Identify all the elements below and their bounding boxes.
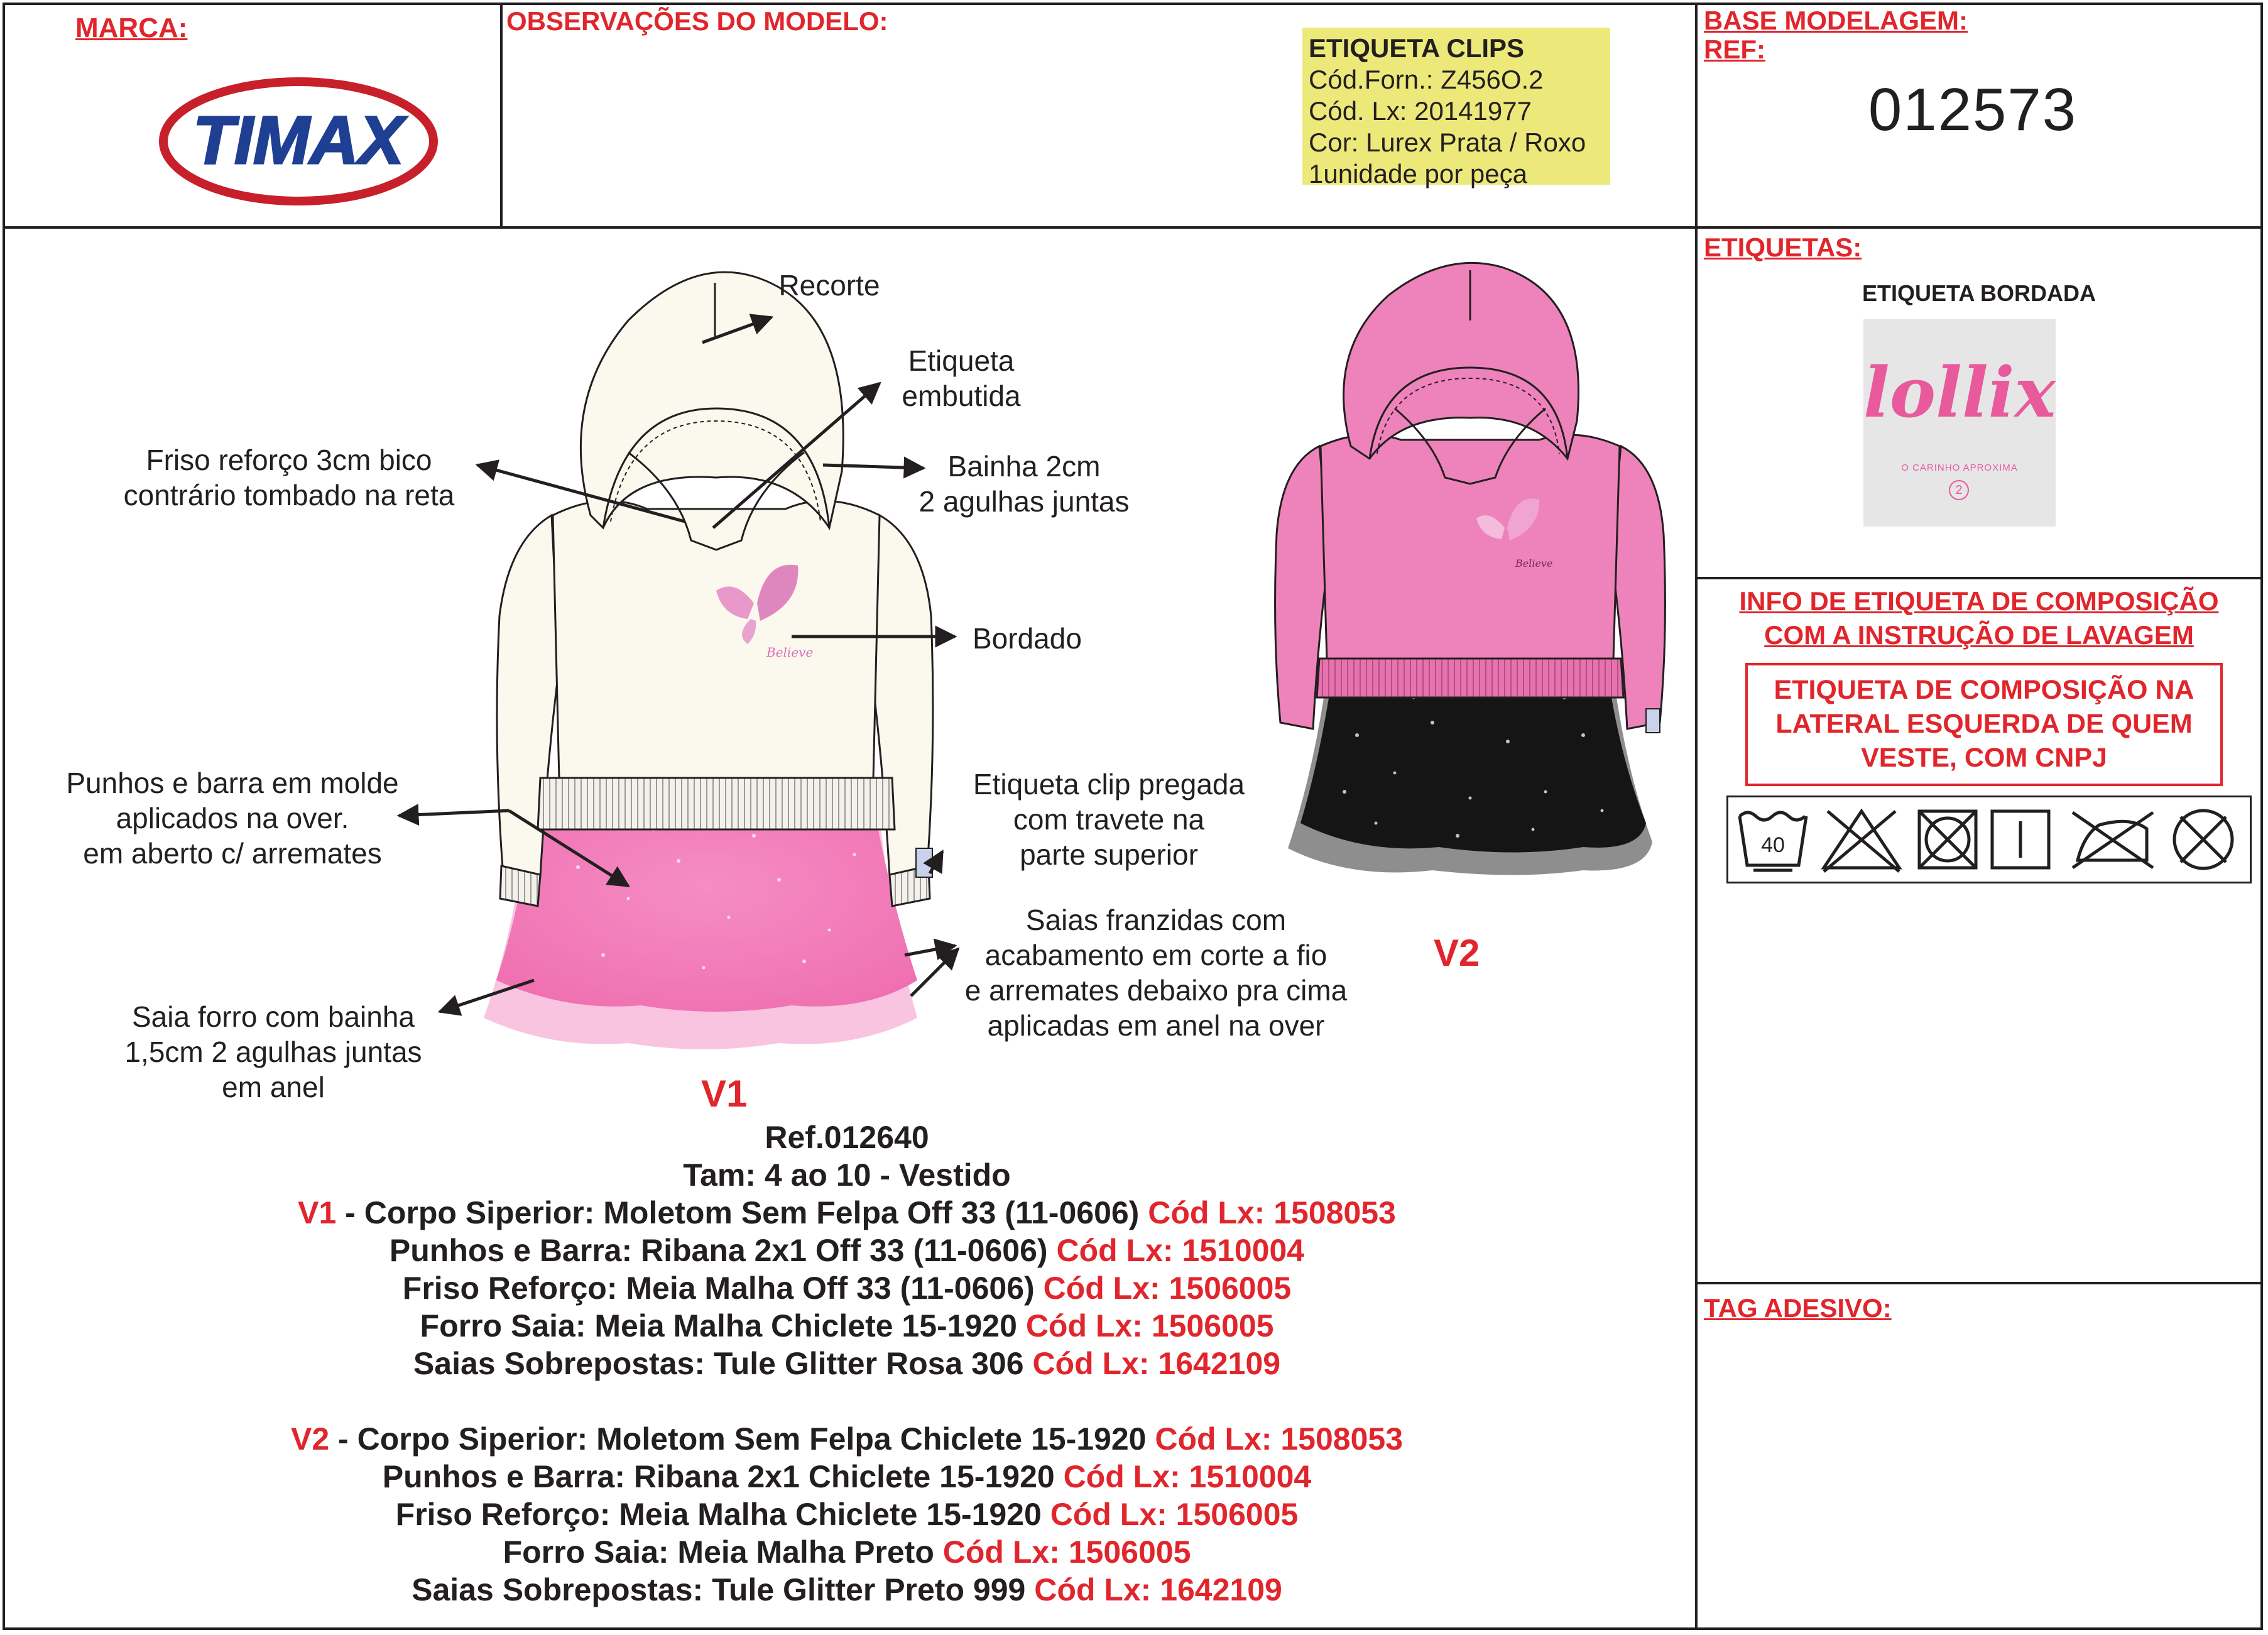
etiquetas-divider bbox=[1695, 577, 2263, 579]
variant-v2-label: V2 bbox=[1434, 932, 1480, 974]
lollix-logo-text: lollix bbox=[1863, 352, 2056, 433]
no-bleach-icon bbox=[1824, 811, 1899, 872]
annotation-forro-line3: em anel bbox=[222, 1071, 325, 1103]
spec-v1-line1 bbox=[0, 1194, 1694, 1232]
ref-number: 012573 bbox=[1868, 76, 2078, 143]
no-tumble-dry-icon bbox=[1919, 811, 1976, 868]
annotation-saias-line1: Saias franzidas com bbox=[1025, 904, 1287, 936]
clip-label-line2: Cód. Lx: 20141977 bbox=[1309, 96, 1532, 126]
spec-v1-l5-text: Saias Sobrepostas: Tule Glitter Rosa 306 bbox=[413, 1346, 1033, 1381]
annotation-clip-line2: com travete na bbox=[1013, 803, 1205, 836]
no-iron-icon bbox=[2073, 812, 2153, 868]
info-composicao-line1: INFO DE ETIQUETA DE COMPOSIÇÃO bbox=[1739, 586, 2219, 616]
no-dry-clean-icon bbox=[2174, 811, 2232, 868]
spec-v2-line3 bbox=[0, 1496, 1694, 1533]
spec-spacer bbox=[0, 1382, 1694, 1420]
spec-v2-l4-text: Forro Saia: Meia Malha Preto bbox=[503, 1534, 943, 1570]
embroidery-text-v2: Believe bbox=[1515, 557, 1553, 569]
spec-v1-l4-code: Cód Lx: 1506005 bbox=[1025, 1308, 1274, 1343]
annotation-forro bbox=[94, 999, 452, 1105]
spec-v2-l3-code: Cód Lx: 1506005 bbox=[1050, 1497, 1299, 1532]
care-symbols bbox=[1728, 797, 2250, 882]
spec-v1-l2-text: Punhos e Barra: Ribana 2x1 Off 33 (11-0606) bbox=[389, 1233, 1057, 1268]
composition-line2: LATERAL ESQUERDA DE QUEM bbox=[1775, 709, 2193, 739]
spec-ref: Ref.012640 bbox=[765, 1120, 929, 1155]
lollix-tagline: O CARINHO APROXIMA bbox=[1901, 462, 2018, 473]
spec-v1-line4 bbox=[0, 1307, 1694, 1345]
specifications bbox=[0, 1118, 1694, 1609]
annotation-saias bbox=[942, 902, 1370, 1043]
spec-v2-line1 bbox=[0, 1420, 1694, 1458]
annotation-friso-line2: contrário tombado na reta bbox=[123, 479, 455, 511]
annotation-punhos bbox=[31, 765, 433, 871]
spec-v1-l2-code: Cód Lx: 1510004 bbox=[1056, 1233, 1305, 1268]
lollix-label-image bbox=[1863, 319, 2056, 527]
clip-label-title: ETIQUETA CLIPS bbox=[1309, 33, 1525, 63]
wash-temperature: 40 bbox=[1761, 833, 1785, 857]
etiquetas-label: ETIQUETAS: bbox=[1704, 232, 1862, 262]
spec-v2-l4-code: Cód Lx: 1506005 bbox=[942, 1534, 1191, 1570]
spec-v2-line2 bbox=[0, 1458, 1694, 1496]
spec-v1-line5 bbox=[0, 1345, 1694, 1382]
annotation-clip-line1: Etiqueta clip pregada bbox=[973, 768, 1245, 801]
annotation-friso bbox=[94, 442, 484, 513]
annotation-bordado: Bordado bbox=[973, 622, 1082, 655]
spec-v2-l1-code: Cód Lx: 1508053 bbox=[1155, 1421, 1404, 1457]
embroidery-text: Believe bbox=[766, 645, 814, 660]
spec-v2-l3-text: Friso Reforço: Meia Malha Chiclete 15-1920 bbox=[395, 1497, 1050, 1532]
lollix-number: 2 bbox=[1949, 480, 1969, 500]
composition-notice-box bbox=[1745, 663, 2223, 786]
spec-v2-line4 bbox=[0, 1533, 1694, 1571]
annotation-punhos-line1: Punhos e barra em molde bbox=[66, 767, 399, 799]
spec-v1-line2 bbox=[0, 1232, 1694, 1269]
annotation-clip-line3: parte superior bbox=[1020, 838, 1198, 871]
annotation-clip bbox=[955, 767, 1263, 872]
spec-v1-line3 bbox=[0, 1269, 1694, 1307]
annotation-saias-line4: aplicadas em anel na over bbox=[987, 1009, 1325, 1042]
spec-v2-l2-text: Punhos e Barra: Ribana 2x1 Chiclete 15-1920 bbox=[382, 1459, 1064, 1494]
annotation-bainha-line2: 2 agulhas juntas bbox=[919, 485, 1130, 518]
annotation-friso-line1: Friso reforço 3cm bico bbox=[146, 444, 432, 476]
ref-label: REF: bbox=[1704, 35, 1765, 64]
annotation-punhos-line2: aplicados na over. bbox=[116, 802, 349, 834]
annotation-recorte: Recorte bbox=[778, 269, 880, 302]
care-symbols-box bbox=[1726, 796, 2252, 883]
annotation-etiqueta-line2: embutida bbox=[902, 380, 1021, 412]
spec-v2-l1-text: - Corpo Siperior: Moletom Sem Felpa Chiclete 15-1920 bbox=[329, 1421, 1155, 1457]
annotation-bainha bbox=[892, 449, 1156, 519]
spec-v1-l3-code: Cód Lx: 1506005 bbox=[1043, 1271, 1292, 1306]
spec-v2-l5-code: Cód Lx: 1642109 bbox=[1034, 1572, 1282, 1607]
spec-v2-line5 bbox=[0, 1571, 1694, 1609]
annotation-saias-line3: e arremates debaixo pra cima bbox=[964, 974, 1348, 1007]
marca-label: MARCA: bbox=[75, 13, 188, 43]
spec-v1-tag: V1 bbox=[298, 1195, 337, 1230]
line-dry-icon bbox=[1992, 811, 2049, 868]
spec-v1-l5-code: Cód Lx: 1642109 bbox=[1032, 1346, 1281, 1381]
annotation-forro-line2: 1,5cm 2 agulhas juntas bbox=[124, 1036, 422, 1068]
annotation-saias-line2: acabamento em corte a fio bbox=[984, 939, 1328, 971]
spec-v2-l5-text: Saias Sobrepostas: Tule Glitter Preto 999 bbox=[412, 1572, 1035, 1607]
variant-v1-label: V1 bbox=[701, 1073, 748, 1115]
spec-tam: Tam: 4 ao 10 - Vestido bbox=[683, 1157, 1011, 1193]
composition-line1: ETIQUETA DE COMPOSIÇÃO NA bbox=[1774, 675, 2194, 705]
annotation-etiqueta-line1: Etiqueta bbox=[908, 344, 1015, 377]
etiqueta-bordada-label: ETIQUETA BORDADA bbox=[1862, 280, 2096, 306]
observacoes-label: OBSERVAÇÕES DO MODELO: bbox=[506, 6, 888, 36]
timax-logo-text: TIMAX bbox=[193, 102, 404, 178]
clip-label-line1: Cód.Forn.: Z456O.2 bbox=[1309, 65, 1544, 94]
base-modelagem-label: BASE MODELAGEM: bbox=[1704, 6, 1968, 35]
clip-label-line3: Cor: Lurex Prata / Roxo bbox=[1309, 128, 1586, 157]
spec-v1-l1-text: - Corpo Siperior: Moletom Sem Felpa Off 33 (11-0606) bbox=[336, 1195, 1148, 1230]
composition-line3: VESTE, COM CNPJ bbox=[1861, 743, 2107, 773]
spec-v1-l3-text: Friso Reforço: Meia Malha Off 33 (11-0606) bbox=[402, 1271, 1044, 1306]
tag-adesivo-label: TAG ADESIVO: bbox=[1704, 1293, 1892, 1323]
annotation-bainha-line1: Bainha 2cm bbox=[947, 450, 1101, 483]
clip-label-line4: 1unidade por peça bbox=[1309, 159, 1527, 189]
annotation-punhos-line3: em aberto c/ arremates bbox=[83, 837, 382, 870]
annotation-forro-line1: Saia forro com bainha bbox=[131, 1000, 415, 1033]
tag-divider bbox=[1695, 1282, 2263, 1284]
spec-v2-l2-code: Cód Lx: 1510004 bbox=[1063, 1459, 1312, 1494]
annotation-etiqueta-embutida bbox=[867, 343, 1055, 413]
info-composicao-line2: COM A INSTRUÇÃO DE LAVAGEM bbox=[1764, 620, 2194, 650]
spec-v2-tag: V2 bbox=[290, 1421, 330, 1457]
spec-v1-l4-text: Forro Saia: Meia Malha Chiclete 15-1920 bbox=[420, 1308, 1026, 1343]
info-composicao-heading bbox=[1696, 584, 2262, 652]
spec-v1-l1-code: Cód Lx: 1508053 bbox=[1148, 1195, 1396, 1230]
